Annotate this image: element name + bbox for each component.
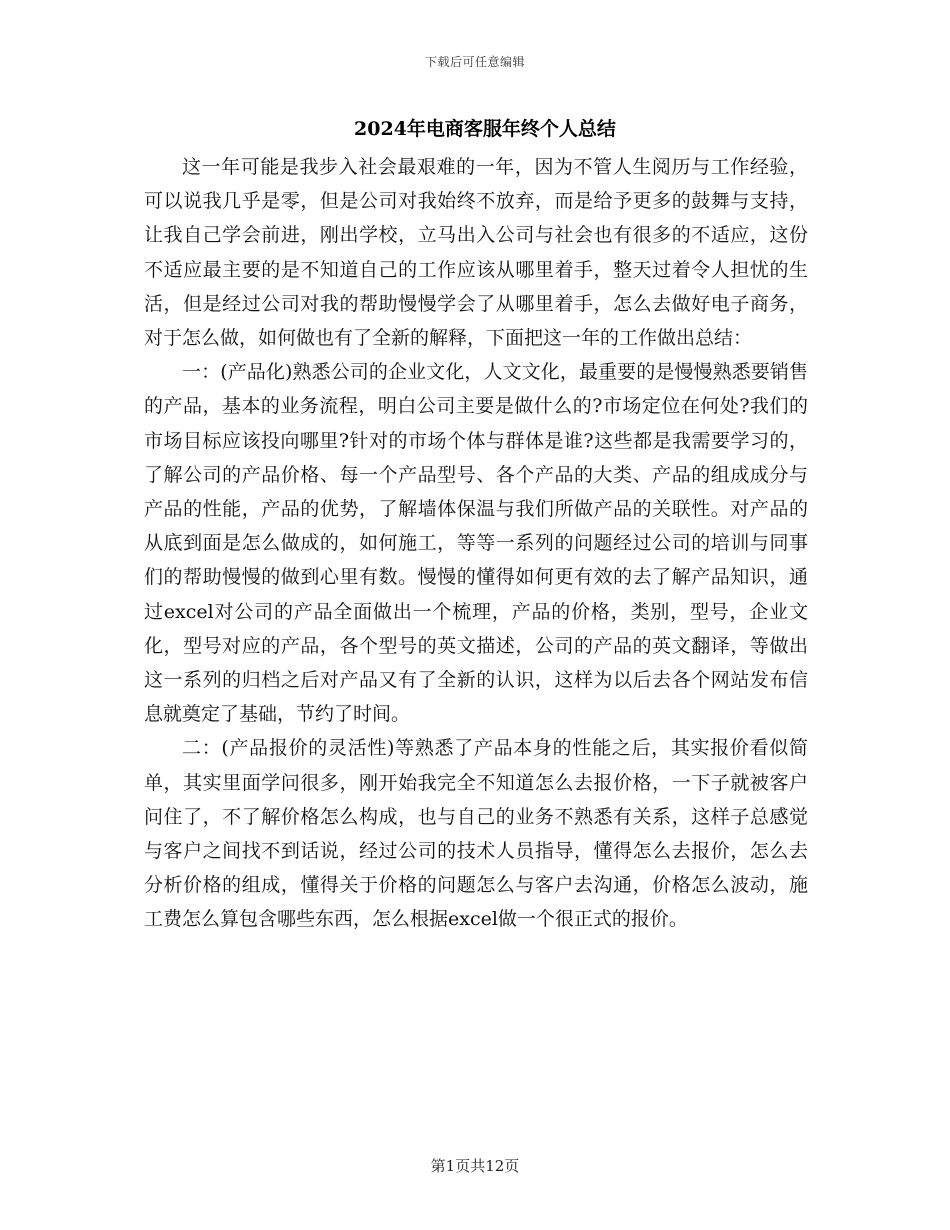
paragraph-section-two: 二：(产品报价的灵活性)等熟悉了产品本身的性能之后，其实报价看似简单，其实里面学问很多，刚开始我完全不知道怎么去报价格，一下子就被客户问住了，不了解价格怎么构成，也与自己的业务不熟悉有关系，这样子总感觉与客户之间找不到话说，经过公司的技术人员指导，懂得怎么去报价，怎么去分析价格的组成，懂得关于价格的问题怎么与客户去沟通，价格怎么波动，施工费怎么算包含哪些东西，怎么根据excel做一个很正式的报价。 — [144, 737, 808, 931]
page-footer: 第1页共12页 — [430, 1157, 520, 1175]
paragraph-section-one: 一：(产品化)熟悉公司的企业文化，人文文化，最重要的是慢慢熟悉要销售的产品，基本的业务流程，明白公司主要是做什么的?市场定位在何处?我们的市场目标应该投向哪里?针对的市场个体与群体是谁?这些都是我需要学习的，了解公司的产品价格、每一个产品型号、各个产品的大类、产品的组成成分与产品的性能，产品的优势，了解墙体保温与我们所做产品的关联性。对产品的从底到面是怎么做成的，如何施工，等等一系列的问题经过公司的培训与同事们的帮助慢慢的做到心里有数。慢慢的懂得如何更有效的去了解产品知识，通过excel对公司的产品全面做出一个梳理，产品的价格，类别，型号，企业文化，型号对应的产品，各个型号的英文描述，公司的产品的英文翻译，等做出这一系列的归档之后对产品又有了全新的认识，这样为以后去各个网站发布信息就奠定了基础，节约了时间。 — [144, 361, 808, 726]
document-title: 2024年电商客服年终个人总结 — [354, 118, 616, 140]
page-header: 下载后可任意编辑 — [424, 55, 525, 69]
document-body — [144, 150, 808, 937]
paragraph-intro: 这一年可能是我步入社会最艰难的一年，因为不管人生阅历与工作经验，可以说我几乎是零，但是公司对我始终不放弃，而是给予更多的鼓舞与支持，让我自己学会前进，刚出学校，立马出入公司与社会也有很多的不适应，这份不适应最主要的是不知道自己的工作应该从哪里着手，整天过着令人担忧的生活，但是经过公司对我的帮助慢慢学会了从哪里着手，怎么去做好电子商务，对于怎么做，如何做也有了全新的解释，下面把这一年的工作做出总结： — [144, 156, 808, 350]
